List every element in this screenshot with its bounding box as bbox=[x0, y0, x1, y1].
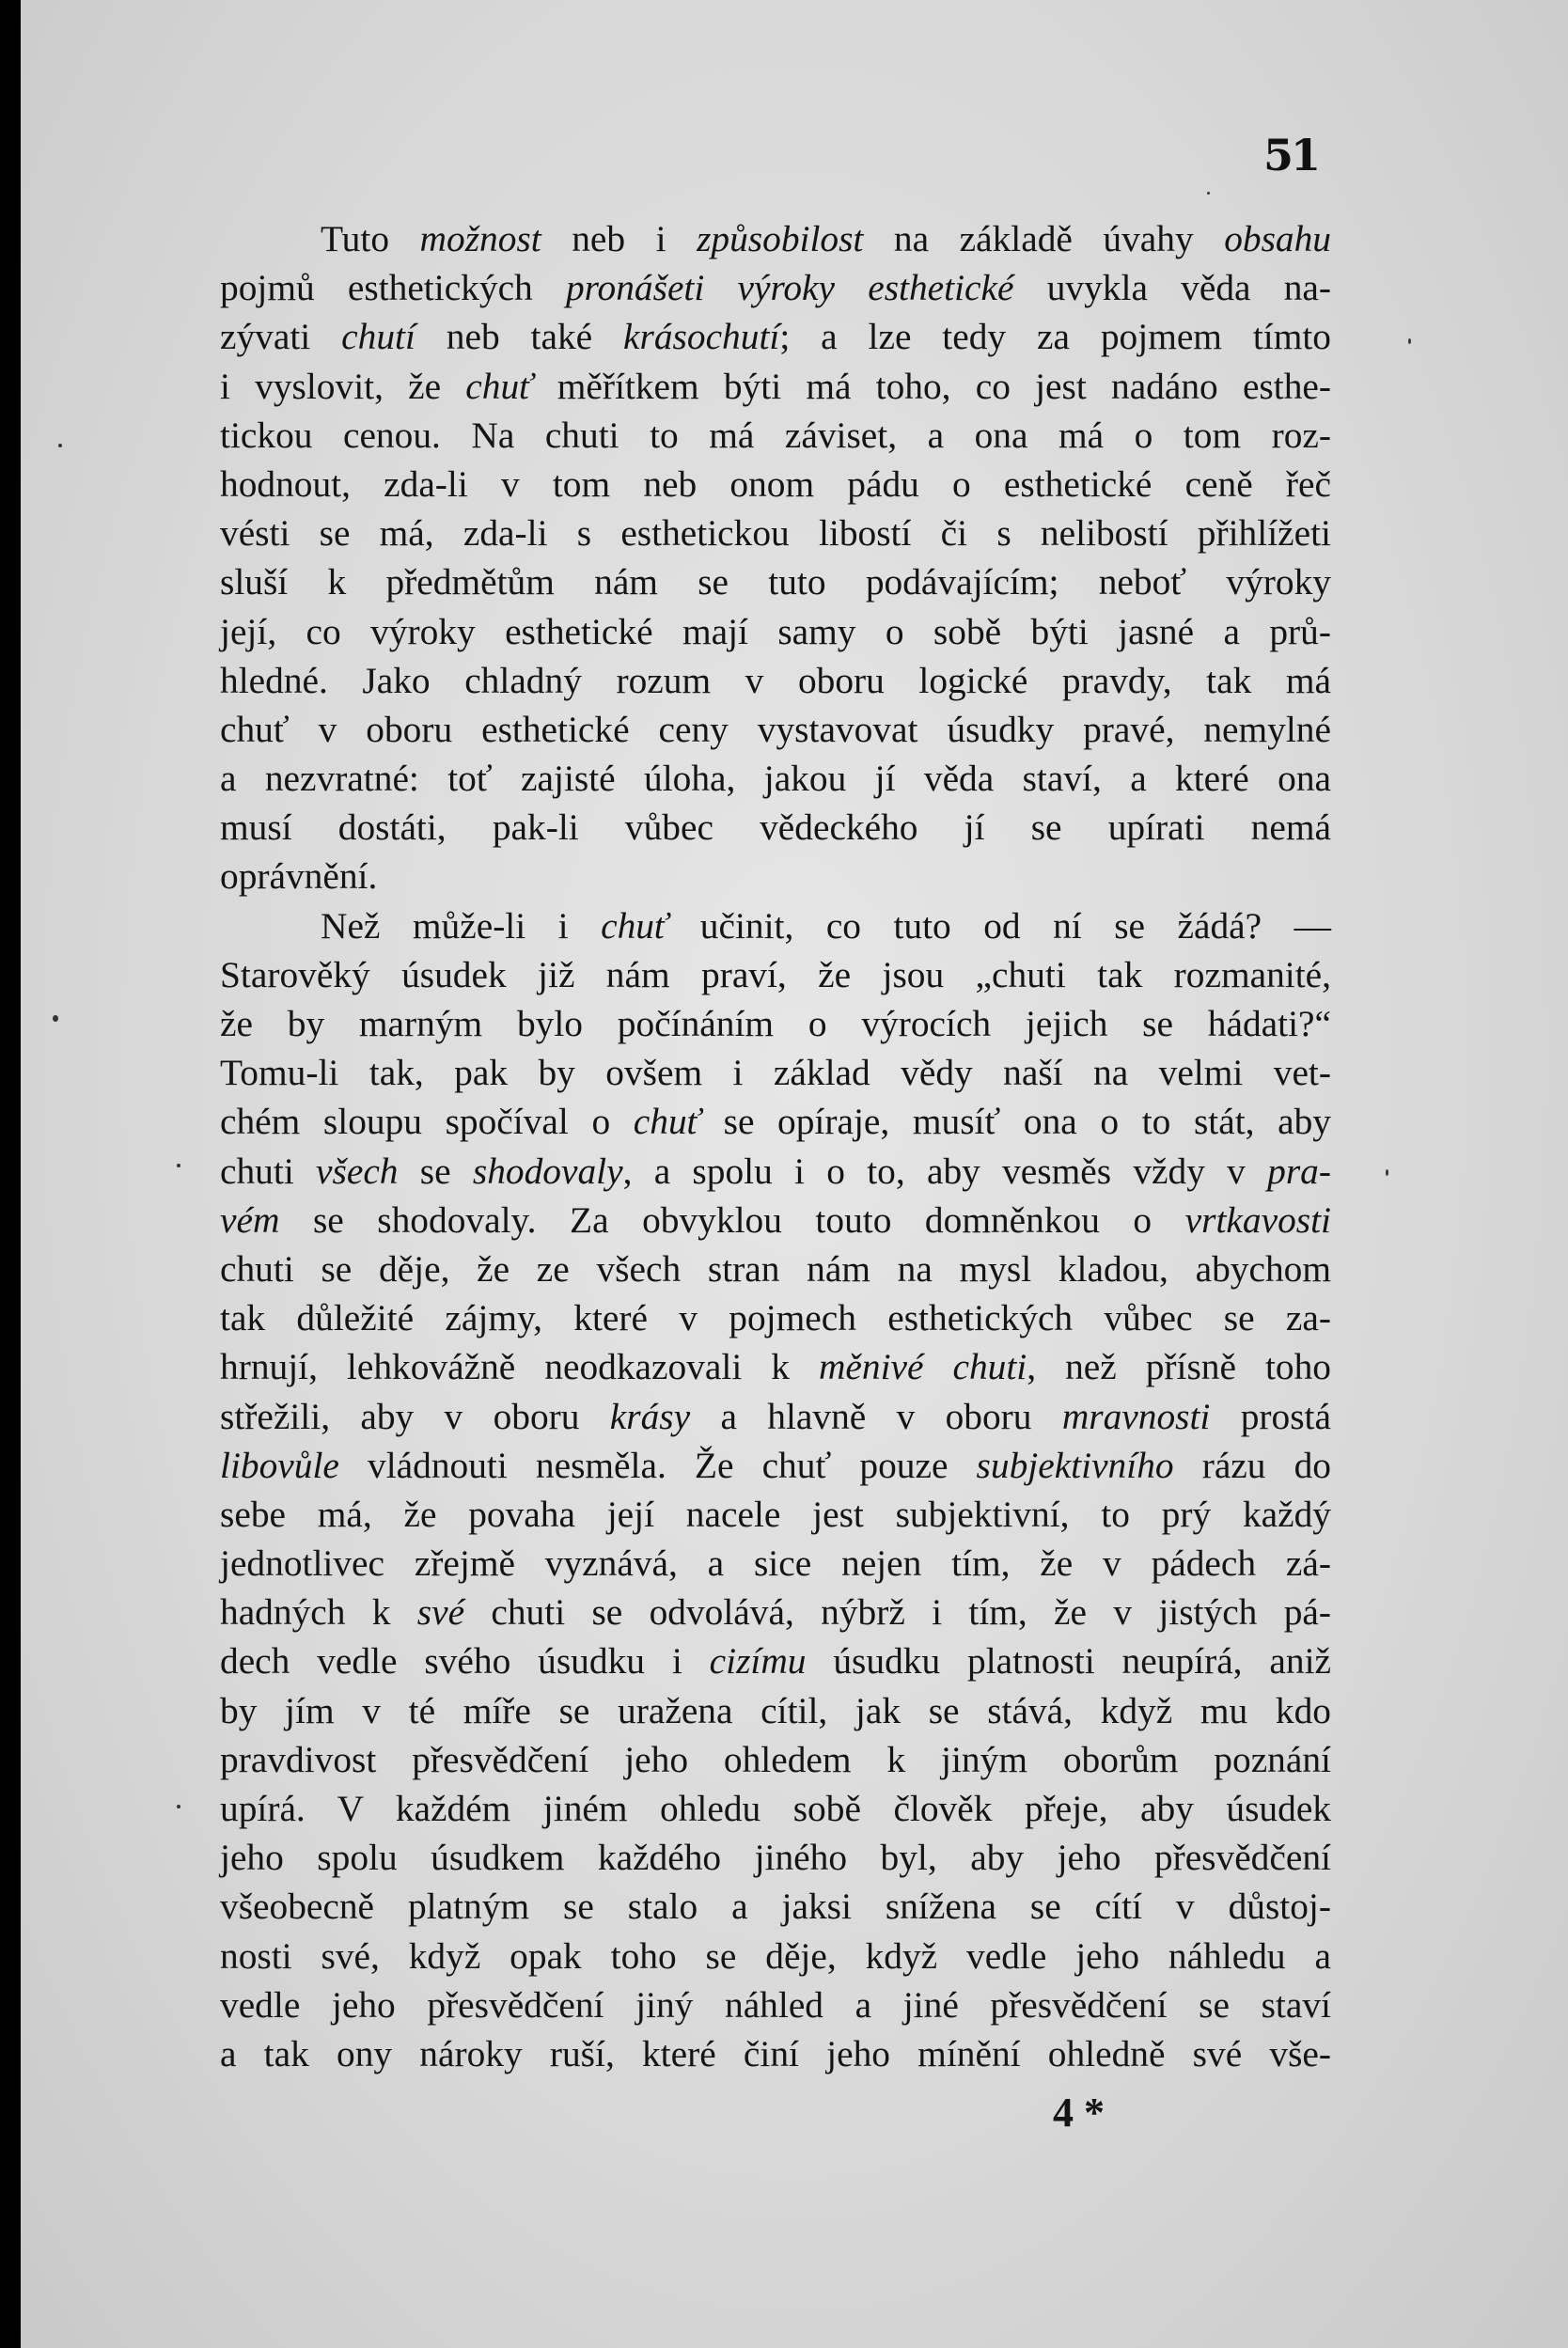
text-run: a hlavně v oboru bbox=[690, 1395, 1062, 1437]
text-line bbox=[220, 1980, 1331, 2029]
text-run: neb také bbox=[415, 316, 624, 358]
text-run: Tuto bbox=[321, 218, 420, 259]
text-run: oprávnění. bbox=[220, 855, 378, 898]
italic-term: měnivé chuti bbox=[818, 1346, 1027, 1388]
text-run: se opíraje, musíť ona o to stát, aby bbox=[700, 1101, 1331, 1143]
text-run: a nezvratné: toť zajisté úloha, jakou jí věda staví, a které ona bbox=[220, 758, 1331, 800]
text-run: i vyslovit, že bbox=[220, 365, 466, 407]
book-page bbox=[21, 0, 1568, 2348]
text-line bbox=[220, 1490, 1331, 1539]
text-line bbox=[220, 362, 1331, 411]
italic-term: chuť bbox=[465, 365, 533, 407]
text-run: a tak ony nároky ruší, které činí jeho mínění ohledně své vše- bbox=[220, 2032, 1331, 2074]
italic-term: chuť bbox=[601, 904, 668, 947]
text-line bbox=[220, 1882, 1331, 1931]
text-line bbox=[220, 607, 1331, 656]
text-run: chuti se děje, že ze všech stran nám na mysl kladou, abychom bbox=[220, 1247, 1331, 1290]
text-run: hodnout, zda-li v tom neb onom pádu o esthetické ceně řeč bbox=[220, 462, 1331, 505]
text-line bbox=[220, 1244, 1331, 1293]
text-run: musí dostáti, pak-li vůbec vědeckého jí se upírati nemá bbox=[220, 806, 1331, 849]
text-run: , a spolu i o to, aby vesměs vždy v bbox=[622, 1150, 1268, 1192]
text-line bbox=[220, 1293, 1331, 1342]
text-run: vedle jeho přesvědčení jiný náhled a jiné přesvědčení se staví bbox=[220, 1983, 1331, 2026]
text-line bbox=[220, 1784, 1331, 1833]
page-number: 51 bbox=[1263, 130, 1319, 180]
italic-term: krásy bbox=[609, 1395, 691, 1437]
text-run: dech vedle svého úsudku i bbox=[220, 1640, 710, 1683]
italic-term: pronášeti výroky esthetické bbox=[565, 267, 1014, 309]
print-speck bbox=[177, 1164, 180, 1167]
italic-term: vrtkavosti bbox=[1184, 1198, 1331, 1241]
text-line bbox=[220, 901, 1331, 950]
text-line bbox=[220, 214, 1331, 263]
text-run: Starověký úsudek již nám praví, že jsou „chuti tak rozmanité, bbox=[220, 953, 1331, 995]
text-run: chuti se odvolává, nýbrž i tím, že v jistých pá- bbox=[464, 1591, 1331, 1634]
italic-term: způsobilost bbox=[697, 218, 864, 259]
text-run: její, co výroky esthetické mají samy o sobě býti jasné a prů- bbox=[220, 610, 1331, 652]
text-line bbox=[220, 263, 1331, 312]
text-run: chuti bbox=[220, 1150, 317, 1192]
text-run: tickou cenou. Na chuti to má záviset, a ona má o tom roz- bbox=[220, 414, 1331, 456]
print-speck bbox=[58, 444, 62, 447]
text-run: tak důležité zájmy, které v pojmech esthetických vůbec se za- bbox=[220, 1297, 1331, 1339]
text-run: jeho spolu úsudkem každého jiného byl, aby jeho přesvědčení bbox=[220, 1837, 1331, 1879]
text-line bbox=[220, 999, 1331, 1048]
text-run: chuť v oboru esthetické ceny vystavovat úsudky pravé, nemylné bbox=[220, 708, 1331, 750]
text-line bbox=[220, 1392, 1331, 1441]
text-line bbox=[220, 803, 1331, 852]
text-line bbox=[220, 1097, 1331, 1146]
text-run: vésti se má, zda-li s esthetickou libostí či s nelibostí přihlížeti bbox=[220, 512, 1331, 555]
italic-term: možnost bbox=[419, 218, 541, 259]
text-run: neb i bbox=[541, 218, 698, 259]
text-run: chém sloupu spočíval o bbox=[220, 1101, 634, 1143]
text-run: měřítkem býti má toho, co jest nadáno esthe- bbox=[532, 365, 1331, 407]
italic-term: obsahu bbox=[1224, 218, 1331, 259]
body-text bbox=[220, 214, 1331, 2078]
text-line bbox=[220, 1932, 1331, 1980]
text-run: se shodovaly. Za obvyklou touto domněnkou o bbox=[279, 1198, 1185, 1241]
text-run: vládnouti nesměla. Že chuť pouze bbox=[338, 1444, 977, 1486]
text-line bbox=[220, 705, 1331, 754]
italic-term: shodovaly bbox=[472, 1150, 623, 1192]
text-run: na základě úvahy bbox=[863, 218, 1225, 259]
italic-term: subjektivního bbox=[976, 1444, 1174, 1486]
text-line bbox=[220, 1539, 1331, 1588]
text-run: rázu do bbox=[1173, 1444, 1331, 1486]
italic-term: vém bbox=[220, 1198, 280, 1241]
text-line bbox=[220, 1196, 1331, 1244]
text-run: hrnují, lehkovážně neodkazovali k bbox=[220, 1346, 819, 1388]
italic-term: pra- bbox=[1267, 1150, 1331, 1192]
text-run: pravdivost přesvědčení jeho ohledem k jiným oborům poznání bbox=[220, 1738, 1331, 1780]
print-speck bbox=[1207, 192, 1210, 195]
print-speck bbox=[53, 1015, 58, 1022]
text-run: prostá bbox=[1210, 1395, 1331, 1437]
italic-term: chuť bbox=[633, 1101, 700, 1143]
text-line bbox=[220, 460, 1331, 509]
text-line bbox=[220, 1686, 1331, 1735]
text-line bbox=[220, 1342, 1331, 1391]
italic-term: chutí bbox=[341, 316, 416, 358]
text-run: hledné. Jako chladný rozum v oboru logické pravdy, tak má bbox=[220, 659, 1331, 701]
italic-term: mravnosti bbox=[1061, 1395, 1211, 1437]
italic-term: cizímu bbox=[709, 1640, 807, 1683]
text-run: že by marným bylo počínáním o výrocích jejich se hádati?“ bbox=[220, 1003, 1331, 1044]
text-run: jednotlivec zřejmě vyznává, a sice nejen tím, že v pádech zá- bbox=[220, 1542, 1331, 1585]
text-run: pojmů esthetických bbox=[220, 267, 566, 309]
text-line bbox=[220, 754, 1331, 803]
signature-mark: 4 * bbox=[1053, 2090, 1105, 2136]
text-run: ; a lze tedy za pojmem tímto bbox=[779, 316, 1331, 358]
text-line bbox=[220, 509, 1331, 557]
text-line bbox=[220, 1833, 1331, 1882]
italic-term: své bbox=[416, 1591, 465, 1634]
text-line bbox=[220, 1636, 1331, 1685]
text-run: úsudku platnosti neupírá, aniž bbox=[806, 1640, 1331, 1683]
text-line bbox=[220, 1147, 1331, 1196]
text-run: hadných k bbox=[220, 1591, 417, 1634]
italic-term: všech bbox=[316, 1150, 399, 1192]
text-line bbox=[220, 1588, 1331, 1636]
text-run: nosti své, když opak toho se děje, když vedle jeho náhledu a bbox=[220, 1934, 1331, 1977]
text-run: Než může-li i bbox=[321, 904, 602, 947]
text-run: by jím v té míře se uražena cítil, jak se stává, když mu kdo bbox=[220, 1689, 1331, 1731]
text-run: zývati bbox=[220, 316, 342, 358]
text-line bbox=[220, 1441, 1331, 1490]
text-run: všeobecně platným se stalo a jaksi snížena se cítí v důstoj- bbox=[220, 1886, 1331, 1928]
text-run: sebe má, že povaha její nacele jest subjektivní, to prý každý bbox=[220, 1493, 1331, 1535]
text-run: , než přísně toho bbox=[1027, 1346, 1331, 1388]
text-line bbox=[220, 950, 1331, 999]
text-line bbox=[220, 1735, 1331, 1784]
text-run: střežili, aby v oboru bbox=[220, 1395, 610, 1437]
text-line bbox=[220, 2029, 1331, 2078]
italic-term: krásochutí bbox=[623, 316, 780, 358]
text-line bbox=[220, 557, 1331, 606]
text-run: upírá. V každém jiném ohledu sobě člověk přeje, aby úsudek bbox=[220, 1788, 1331, 1829]
text-line bbox=[220, 411, 1331, 460]
print-speck bbox=[1386, 1169, 1388, 1176]
text-line bbox=[220, 1048, 1331, 1097]
text-run: Tomu-li tak, pak by ovšem i základ vědy naší na velmi vet- bbox=[220, 1052, 1331, 1094]
text-line bbox=[220, 312, 1331, 361]
italic-term: libovůle bbox=[220, 1444, 339, 1486]
text-line bbox=[220, 656, 1331, 705]
text-line bbox=[220, 852, 1331, 900]
text-run: sluší k předmětům nám se tuto podávajícím; neboť výroky bbox=[220, 561, 1331, 603]
text-run: se bbox=[398, 1150, 473, 1192]
text-run: učinit, co tuto od ní se žádá? — bbox=[667, 904, 1331, 947]
print-speck bbox=[177, 1805, 180, 1808]
print-speck bbox=[1408, 338, 1411, 344]
text-run: uvykla věda na- bbox=[1013, 267, 1331, 309]
